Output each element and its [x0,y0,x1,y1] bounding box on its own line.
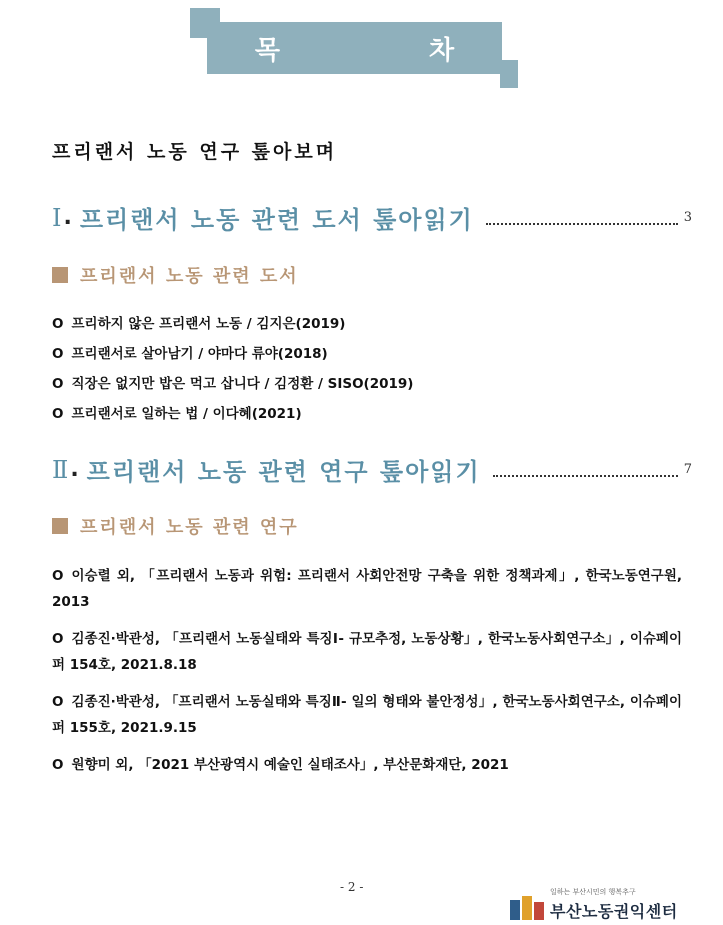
list-item [52,369,413,399]
section-2-page: 7 [683,462,692,477]
section-1-title: 프리랜서 노동 관련 도서 톺아읽기 [79,206,474,234]
section-1-page: 3 [683,210,692,225]
section-1-dot: . [63,205,72,230]
logo-tagline: 일하는 부산시민의 행복추구 [550,888,636,896]
section-1-row[interactable] [52,200,692,235]
list-item [52,339,413,369]
section-2-dot: . [70,457,79,482]
logo-mark-icon [510,896,544,922]
toc-title: 목 차 [254,35,525,66]
circle-bullet-icon: O [52,376,64,392]
list-item [52,626,682,678]
section-2-row[interactable] [52,452,692,487]
circle-bullet-icon: O [52,406,64,422]
circle-bullet-icon: O [52,631,64,647]
square-bullet-icon [52,518,68,534]
page-number: - 2 - [340,880,364,894]
circle-bullet-icon: O [52,694,64,710]
circle-bullet-icon: O [52,346,64,362]
section-2-leader [493,475,678,477]
circle-bullet-icon: O [52,568,64,584]
intro-heading: 프리랜서 노동 연구 톺아보며 [52,141,338,163]
list-item [52,689,682,741]
section-2-subheading-text: 프리랜서 노동 관련 연구 [80,517,299,538]
section-1-subheading-text: 프리랜서 노동 관련 도서 [80,266,299,287]
list-item [52,752,682,778]
section-1-subheading [52,262,299,288]
org-logo [510,887,678,922]
list-item-text: 김종진·박관성, 「프리랜서 노동실태와 특징Ⅱ- 일의 형태와 불안정성」, 한국노동사회연구소, 이슈페이퍼 155호, 2021.9.15 [52,694,682,736]
section-2-numeral: Ⅱ [52,455,69,484]
section-2-title: 프리랜서 노동 관련 연구 톺아읽기 [86,458,481,486]
list-item-text: 원향미 외, 「2021 부산광역시 예술인 실태조사」, 부산문화재단, 2021 [71,757,509,773]
list-item-text: 프리하지 않은 프리랜서 노동 / 김지은(2019) [71,316,346,332]
circle-bullet-icon: O [52,316,64,332]
list-item-text: 프리랜서로 일하는 법 / 이다혜(2021) [71,406,302,422]
section-1-leader [486,223,678,225]
square-bullet-icon [52,267,68,283]
toc-banner [207,22,525,74]
list-item-text: 직장은 없지만 밥은 먹고 삽니다 / 김정환 / SISO(2019) [71,376,414,392]
list-item-text: 프리랜서로 살아남기 / 야마다 류야(2018) [71,346,328,362]
section-1-list [52,309,413,429]
list-item [52,563,682,615]
section-2-list [52,563,682,789]
list-item [52,309,413,339]
section-2-subheading [52,513,299,539]
list-item-text: 김종진·박관성, 「프리랜서 노동실태와 특징Ⅰ- 규모추정, 노동상황」, 한국노동사회연구소」, 이슈페이퍼 154호, 2021.8.18 [52,631,682,673]
section-1-numeral: Ⅰ [52,203,62,232]
list-item [52,399,413,429]
list-item-text: 이승렬 외, 「프리랜서 노동과 위험: 프리랜서 사회안전망 구축을 위한 정책과제」, 한국노동연구원, 2013 [52,568,682,610]
logo-name: 부산노동권익센터 [550,902,678,921]
circle-bullet-icon: O [52,757,64,773]
